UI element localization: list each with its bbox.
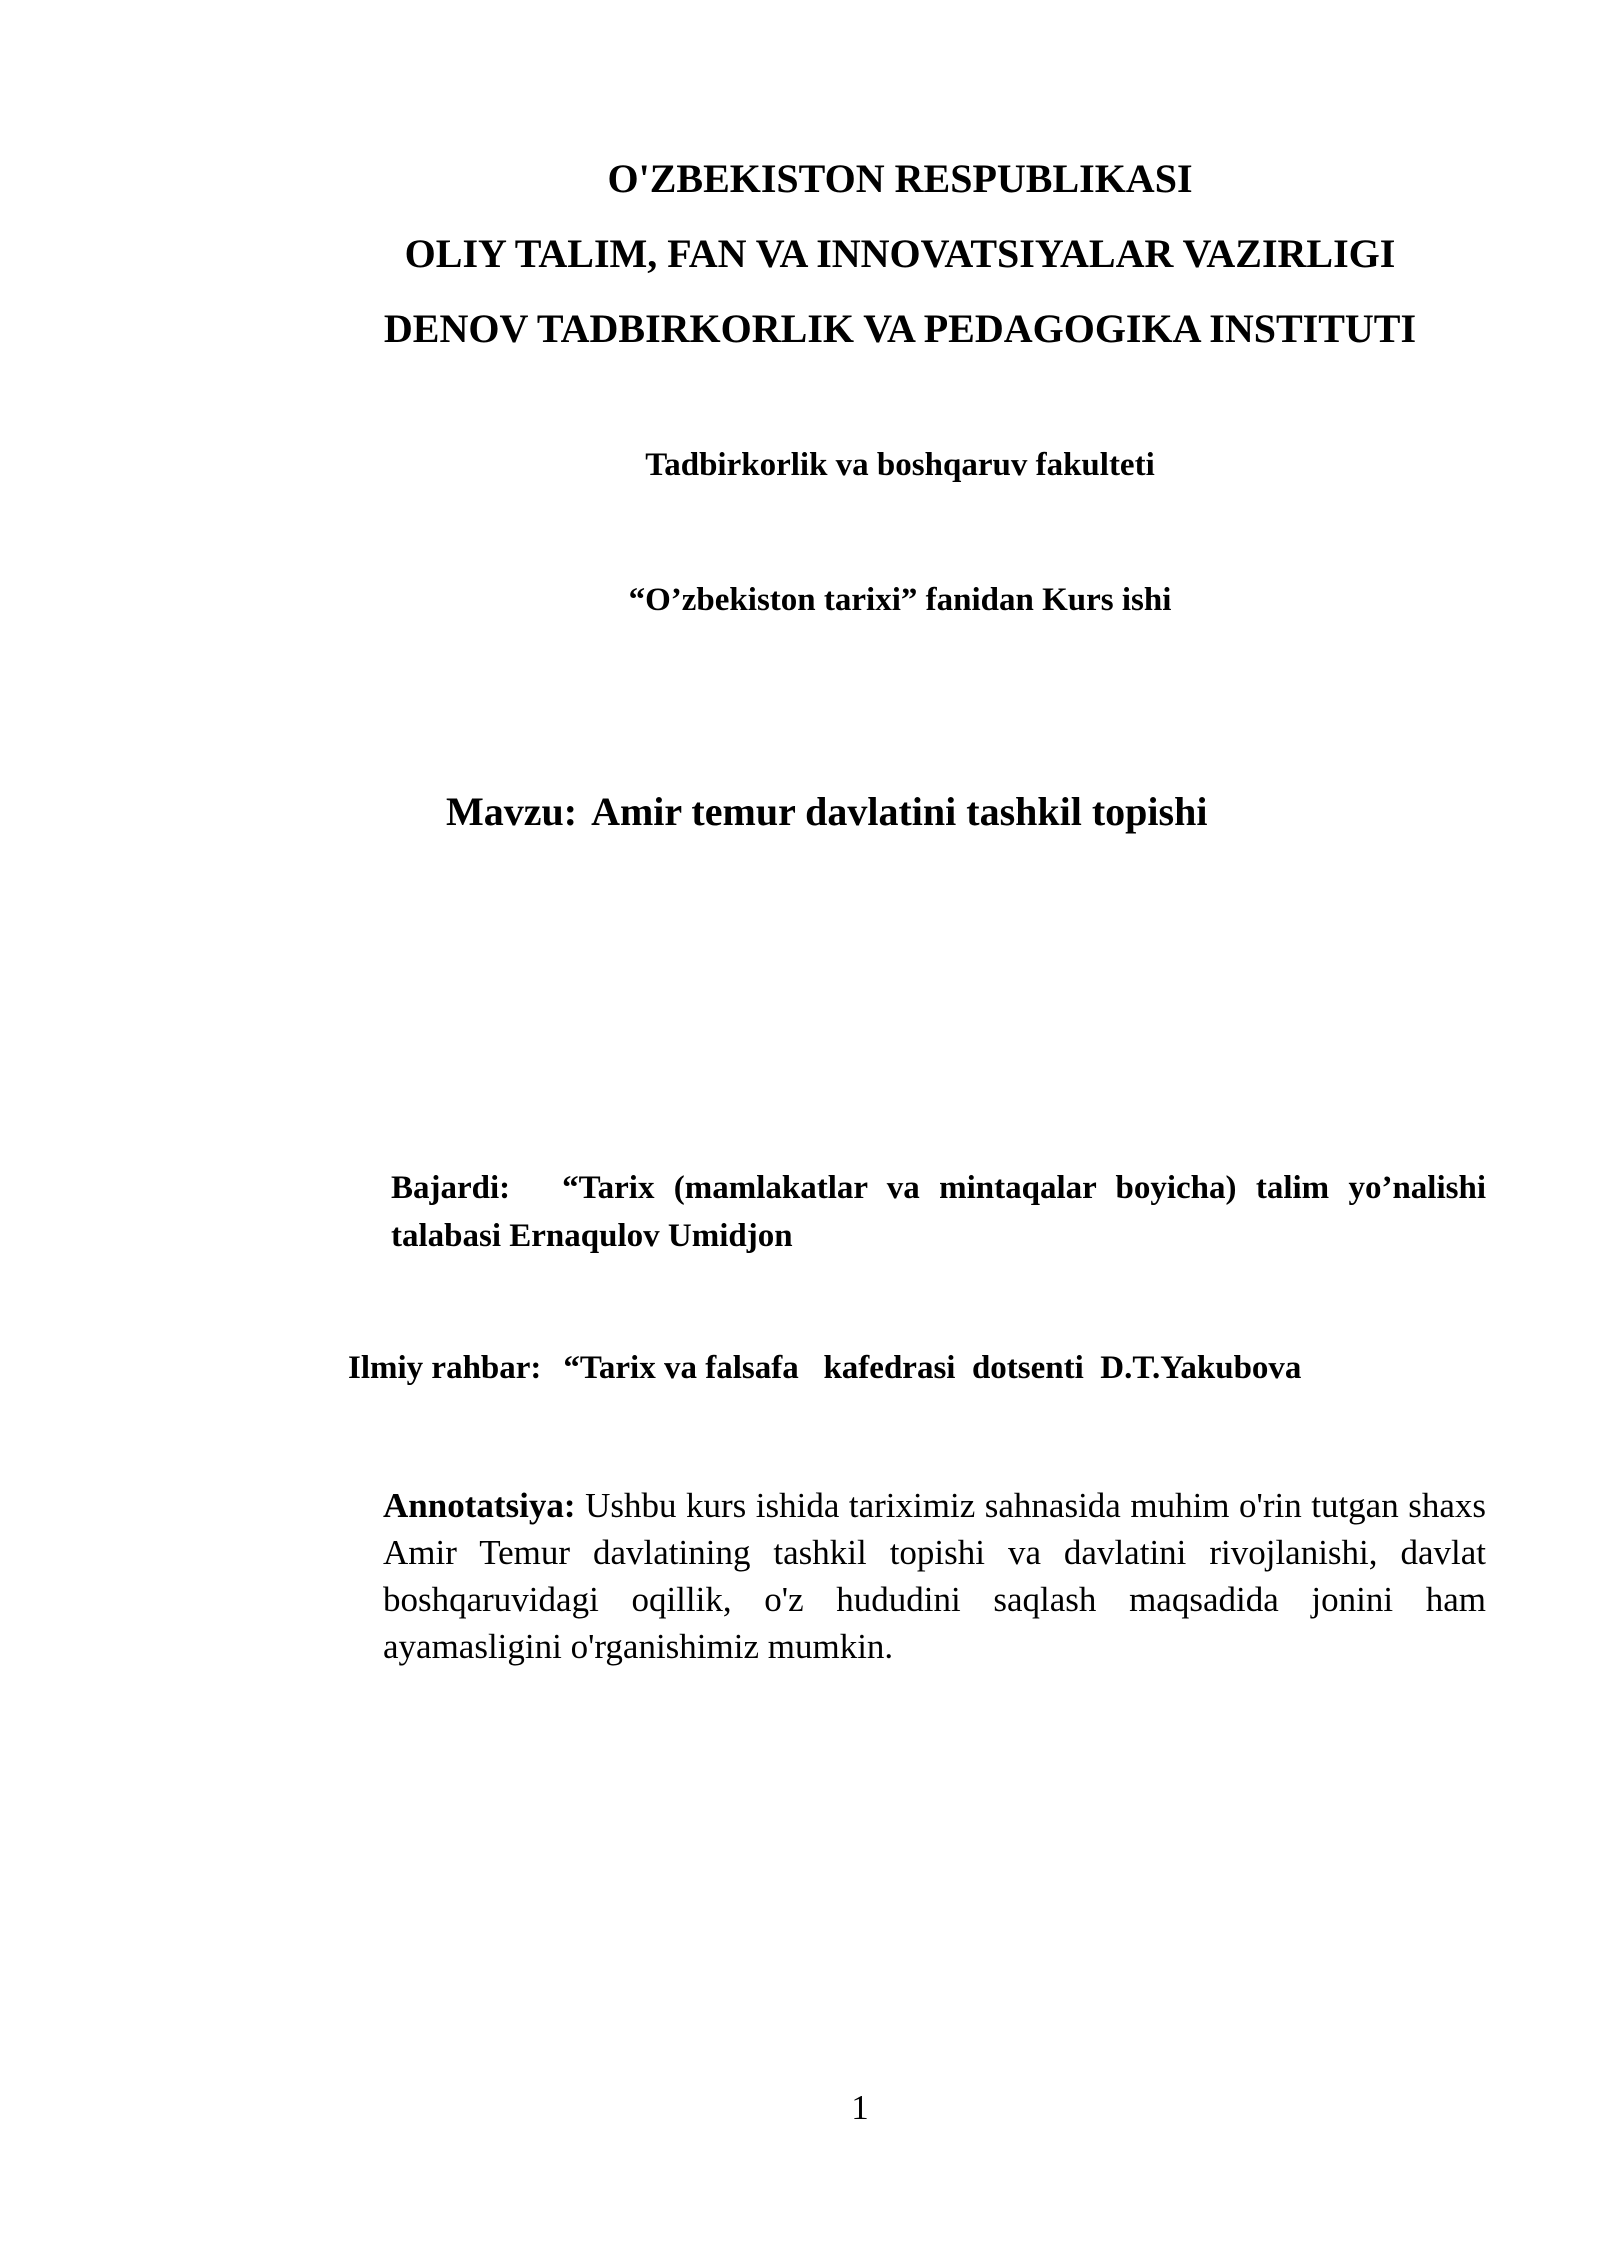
supervisor-block <box>348 1350 1301 1387</box>
topic-line <box>446 788 1207 835</box>
performer-label: Bajardi: <box>391 1170 511 1206</box>
faculty-name: Tadbirkorlik va boshqaruv fakulteti <box>645 447 1155 483</box>
performer-block <box>391 1164 1486 1260</box>
page-number: 1 <box>851 2088 869 2127</box>
topic-text: Amir temur davlatini tashkil topishi <box>591 789 1208 834</box>
annotation-block <box>383 1482 1486 1670</box>
topic-label: Mavzu: <box>446 789 578 834</box>
annotation-label: Annotatsiya: <box>383 1486 576 1525</box>
header-ministry: OLIY TALIM, FAN VA INNOVATSIYALAR VAZIRLIGI <box>404 231 1396 276</box>
performer-text: “Tarix (mamlakatlar va mintaqalar boyicha) talim yo’nalishi talabasi Ernaqulov Umidjon <box>391 1170 1486 1254</box>
supervisor-label: Ilmiy rahbar: <box>348 1350 542 1386</box>
annotation-text: Ushbu kurs ishida tariximiz sahnasida muhim o'rin tutgan shaxs Amir Temur davlatining tashkil topishi va davlatini rivojlanishi, davlat boshqaruvidagi oqillik, o'z hududini saqlash maqsadida jonini ham ayamasligini o'rganishimiz mumkin. <box>383 1486 1487 1666</box>
supervisor-text: “Tarix va falsafa kafedrasi dotsenti D.T.Yakubova <box>563 1350 1302 1386</box>
header-institute: DENOV TADBIRKORLIK VA PEDAGOGIKA INSTITUTI <box>383 306 1417 351</box>
course-title: “O’zbekiston tarixi” fanidan Kurs ishi <box>628 582 1172 618</box>
header-republic: O'ZBEKISTON RESPUBLIKASI <box>607 156 1193 201</box>
